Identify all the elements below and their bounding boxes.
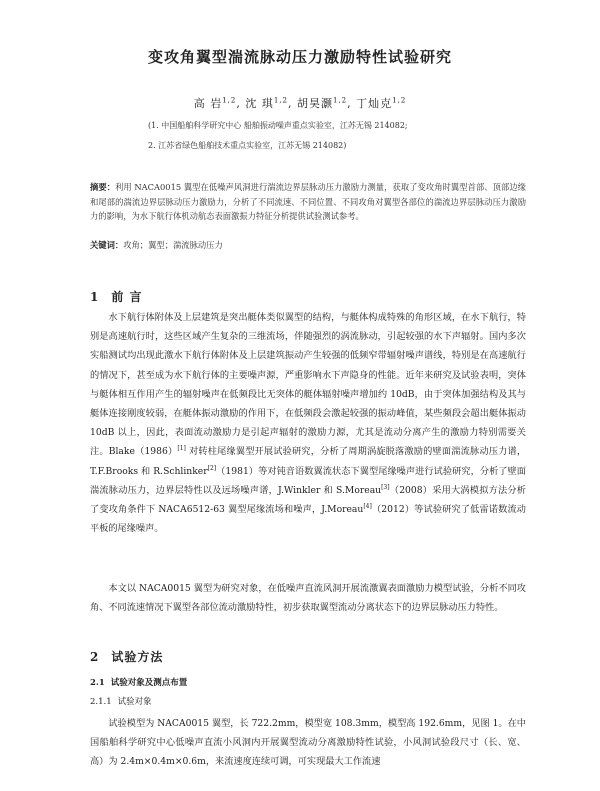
abstract	[90, 180, 526, 224]
paper-title: 变攻角翼型湍流脉动压力激励特性试验研究	[147, 48, 452, 66]
author-affil-mark: 1,2	[273, 96, 288, 105]
section-number: 2	[90, 650, 100, 664]
text-run: （1981）等对钝音语数翼流状态下翼型尾缘噪声进行试验研究，分析了壁面湍流脉动压力，边界层特性以及远场噪声谱，J.Winkler 和 S.Moreau	[90, 465, 526, 496]
author-separator: ,	[347, 97, 357, 110]
subsubsection-heading	[90, 695, 152, 707]
abstract-label: 摘要：	[90, 182, 116, 192]
body-paragraph	[90, 579, 526, 617]
keywords	[90, 239, 526, 251]
subsubsection-number: 2.1.1	[90, 697, 112, 707]
subsection-title: 试验对象及测点布置	[110, 678, 188, 688]
section-heading	[90, 288, 143, 305]
paragraph-text: 试验模型为 NACA0015 翼型，长 722.2mm，模型宽 108.3mm，模型高 192.6mm，见图 1。在中国船舶科学研究中心低噪声直流小风洞内开展翼型流动分离激励特性试验，小风洞试验段尺寸（长、宽、高）为 2.4m×0.4m×0.6m，来流速度连续可调，可实现最大工作流速	[90, 718, 526, 768]
citation: [1]	[177, 445, 186, 453]
section-heading	[90, 648, 163, 665]
author-name: 丁灿克	[356, 97, 393, 110]
author-separator: ,	[288, 97, 297, 110]
author-affil-mark: 1,2	[222, 96, 237, 105]
abstract-text: 利用 NACA0015 翼型在低噪声风洞进行湍流边界层脉动压力激励力测量，获取了变攻角时翼型首部、顶部边缘和尾部的湍流边界层脉动压力激励力，分析了不同流速、不同位置、不同攻角对翼型各部位的湍流边界层脉动压力激励力的影响，为水下航行体机动航态表面激振力特征分析提供试验测试参考。	[90, 182, 526, 221]
text-run: （2012）等试验研究了低雷诺数流动平板的尾缘噪声。	[90, 504, 526, 535]
subsection-heading	[90, 676, 187, 688]
affiliation-2: 2. 江苏省绿色船舶技术重点实验室，江苏无锡 214082)	[148, 141, 347, 150]
section-title: 前 言	[111, 290, 143, 304]
subsection-number: 2.1	[90, 678, 105, 688]
body-paragraph	[90, 714, 526, 772]
paragraph-text: 本文以 NACA0015 翼型为研究对象，在低噪声直流风洞开展流激翼表面激励力模型试验，分析不同攻角、不同流速情况下翼型各部位流动激励特性，初步获取翼型流动分离状态下的边界层脉动压力特性。	[90, 583, 526, 614]
author-name: 胡昊灏	[297, 97, 333, 110]
author-affil-mark: 1,2	[333, 96, 348, 105]
affiliation-1: (1. 中国船舶科学研究中心 船舶振动噪声重点实验室，江苏无锡 214082;	[148, 121, 408, 130]
author-name: 高 岩	[193, 97, 223, 110]
section-title: 试验方法	[111, 650, 164, 664]
keywords-text: 攻角；翼型；湍流脉动压力	[123, 240, 223, 250]
citation: [3]	[381, 483, 390, 491]
body-paragraph	[90, 308, 526, 538]
citation: [2]	[207, 464, 217, 472]
author-list	[0, 95, 600, 111]
section-number: 1	[90, 290, 100, 304]
citation: [4]	[363, 502, 372, 510]
author-affil-mark: 1,2	[392, 96, 407, 105]
paragraph-text	[90, 308, 526, 538]
subsubsection-title: 试验对象	[117, 697, 152, 707]
author-name: 沈 琪	[245, 97, 274, 110]
text-run: （2008）采用大涡模拟方法分析了变攻角条件下 NACA6512-63 翼型尾缘流场和噪声，J.Moreau	[90, 484, 526, 516]
author-separator: ,	[236, 97, 246, 110]
text-run: 对转柱尾缘翼型开展试验研究，分析了周期涡旋脱落激励的壁面湍流脉动压力谱，T.F.Brooks 和 R.Schlinker	[90, 446, 527, 477]
keywords-label: 关键词：	[90, 240, 124, 250]
text-run: 水下航行体附体及上层建筑是突出艇体类似翼型的结构，与艇体构成特殊的角形区域，在水下航行，特别是高速航行时，这些区域产生复杂的三维流场，伴随强烈的涡流脉动，引起较强的水下声辐射。国内多次实船测试均出现此激水下航行体附体及上层建筑振动产生较强的低频窄带辐射噪声谱线，特别是在高速航行的情况下，甚至成为水下航行体的主要噪声源，严重影响水下声隐身的性能。近年来研究及试验表明，突体与艇体相互作用产生的辐射噪声在低频段比无突体的艇体辐射噪声增加约 10dB，由于突体加强结构及其与艇体连接刚度较弱，在艇体振动激励的作用下，在低频段会激起较强的振动峰值，某些频段会超出艇体振动 10dB 以上，因此，表面流动激励力是引起声辐射的激励力源，尤其是流动分离产生的激励力特别需要关注。Blake（1986）	[90, 312, 526, 458]
